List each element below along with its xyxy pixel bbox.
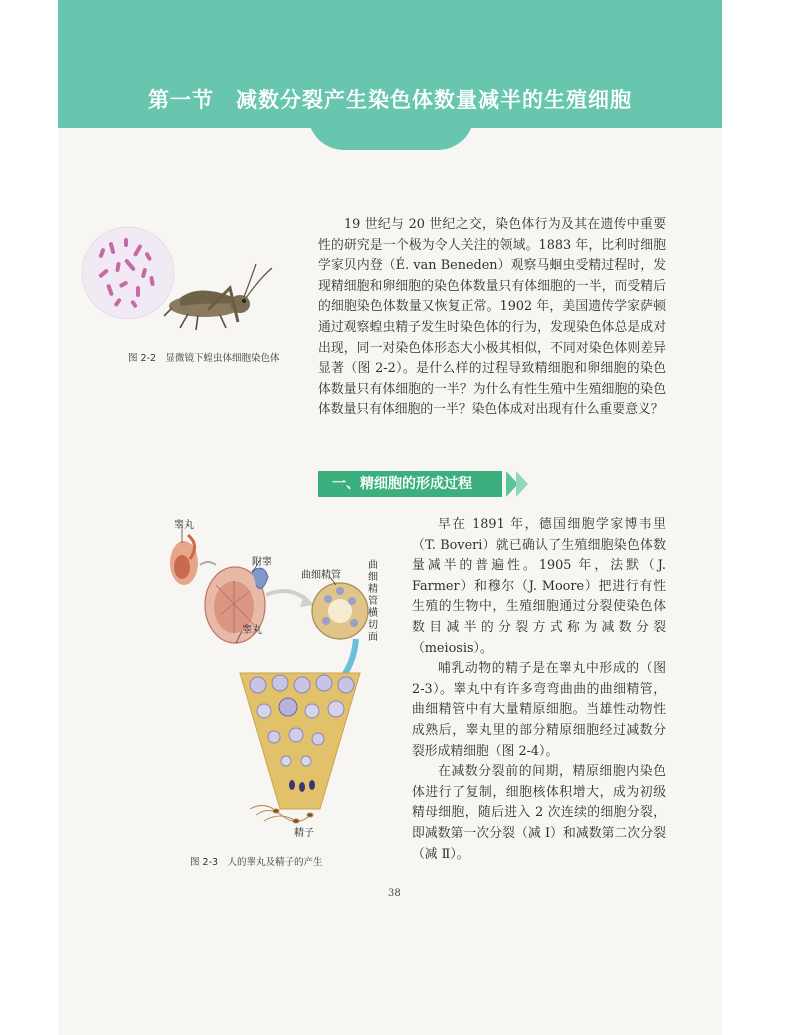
page-title: 第一节 减数分裂产生染色体数量减半的生殖细胞 xyxy=(148,88,632,112)
section-paragraph-1: 早在 1891 年，德国细胞学家博韦里（T. Boveri）就已确认了生殖细胞染色体数量减半的普遍性。1905 年，法默（J. Farmer）和穆尔（J. Moore）把进行有性生殖的生物中，生殖细胞通过分裂使染色体数目减半的分裂方式称为减数分裂（meiosis）。 xyxy=(412,517,666,656)
tubule-cross-section-icon xyxy=(312,583,368,639)
intro-paragraph: 19 世纪与 20 世纪之交，染色体行为及其在遗传中重要性的研究是一个极为令人关注的领域。1883 年，比利时细胞学家贝内登（É. van Beneden）观察马蛔虫受精过程时，发现精细胞和卵细胞的染色体数量只有体细胞的一半，而受精后的细胞染色体数量又恢复正常。1902 年，美国遗传学家萨顿通过观察蝗虫精子发生时染色体的行为，发现染色体总是成对出现，同一对染色体形态大小极其相似，不同对染色体则差异显著（图 2-2）。是什么样的过程导致精细胞和卵细胞的染色体数量只有体细胞的一半？为什么有性生殖中生殖细胞的染色体数量只有体细胞的一半？染色体成对出现有什么重要意义？ xyxy=(318,217,666,418)
label-testis: 睾丸 xyxy=(242,625,262,636)
seminiferous-wedge-icon xyxy=(240,673,360,809)
chevron-right-icon xyxy=(516,471,528,497)
grasshopper-icon xyxy=(164,264,272,330)
section-heading: 一、精细胞的形成过程 xyxy=(318,471,502,497)
figure-caption-2-2: 图 2-2 显微镜下蝗虫体细胞染色体 xyxy=(128,353,280,364)
page-number: 38 xyxy=(388,888,401,899)
testis-figure xyxy=(160,515,400,845)
label-tubule: 曲细精管 xyxy=(301,570,341,581)
label-epididymis: 附睾 xyxy=(252,557,272,568)
label-cross-section: 曲细精管横切面 xyxy=(368,560,378,643)
figure-caption-2-3: 图 2-3 人的睾丸及精子的产生 xyxy=(190,857,323,868)
label-testis-top: 睾丸 xyxy=(174,520,194,531)
testis-small-icon xyxy=(170,535,198,585)
section-paragraph-2: 哺乳动物的精子是在睾丸中形成的（图 2-3）。睾丸中有许多弯弯曲曲的曲细精管，曲细精管中有大量精原细胞。当雄性动物性成熟后，睾丸里的部分精原细胞经过减数分裂形成精细胞（图 2-4）。 xyxy=(412,661,666,759)
label-sperm: 精子 xyxy=(294,828,314,839)
section-body xyxy=(412,515,666,865)
header-tab xyxy=(308,110,474,150)
grasshopper-figure xyxy=(80,218,280,348)
section-paragraph-3: 在减数分裂前的间期，精原细胞内染色体进行了复制，细胞核体积增大，成为初级精母细胞，随后进入 2 次连续的细胞分裂，即减数第一次分裂（减 Ⅰ）和减数第二次分裂（减 Ⅱ）。 xyxy=(412,764,666,862)
